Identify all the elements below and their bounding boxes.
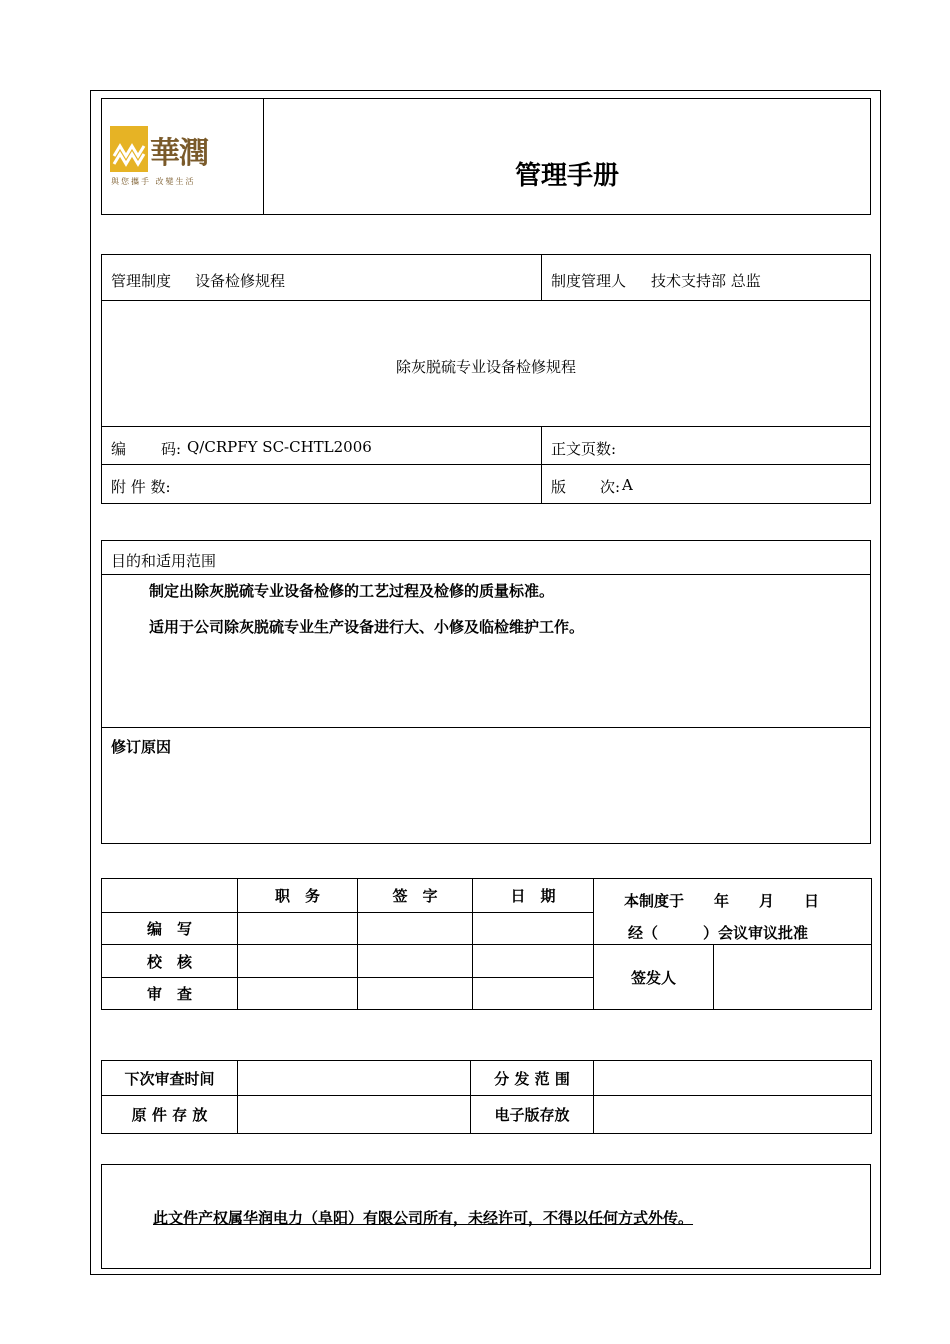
- cell-review-sign: [358, 978, 473, 1010]
- company-logo: [110, 126, 230, 188]
- scope-label: 分 发 范 围: [471, 1061, 594, 1096]
- code-label-a: 编: [111, 440, 127, 458]
- version-label-a: 版: [551, 478, 567, 496]
- owner-value: 技术支持部 总监: [651, 272, 761, 290]
- original-storage-value: [238, 1096, 471, 1134]
- pages-label: 正文页数:: [551, 440, 617, 458]
- issuer-label: 签发人: [594, 945, 714, 1010]
- row-review-label: 审 查: [102, 978, 238, 1010]
- copyright-notice: 此文件产权属华润电力（阜阳）有限公司所有，未经许可，不得以任何方式外传。: [153, 1209, 694, 1227]
- version-label-b: 次:: [600, 478, 621, 496]
- issuer-value: [714, 945, 872, 1010]
- cell-check-duty: [238, 945, 358, 978]
- electronic-storage-value: [594, 1096, 872, 1134]
- cell-check-sign: [358, 945, 473, 978]
- original-storage-label: 原 件 存 放: [102, 1096, 238, 1134]
- policy-value: 设备检修规程: [195, 272, 286, 290]
- electronic-storage-label: 电子版存放: [471, 1096, 594, 1134]
- col-date: 日 期: [473, 879, 594, 913]
- code-label-b: 码:: [161, 440, 182, 458]
- next-review-label: 下次审查时间: [102, 1061, 238, 1096]
- cell-check-date: [473, 945, 594, 978]
- version-value: A: [622, 476, 633, 494]
- policy-label: 管理制度: [111, 272, 172, 290]
- page-title: 管理手册: [514, 161, 619, 191]
- row-write-label: 编 写: [102, 913, 238, 945]
- distribution-table: [101, 1060, 872, 1134]
- approval-statement-cell: [594, 879, 872, 945]
- approval-table: [101, 878, 872, 1010]
- cell-review-duty: [238, 978, 358, 1010]
- purpose-line-1: 制定出除灰脱硫专业设备检修的工艺过程及检修的质量标准。: [149, 582, 555, 600]
- cell-write-date: [473, 913, 594, 945]
- owner-label: 制度管理人: [551, 272, 627, 290]
- cell-write-duty: [238, 913, 358, 945]
- approval-corner-cell: [102, 879, 238, 913]
- purpose-line-2: 适用于公司除灰脱硫专业生产设备进行大、小修及临检维护工作。: [149, 618, 585, 636]
- purpose-heading: 目的和适用范围: [111, 552, 217, 570]
- cell-write-sign: [358, 913, 473, 945]
- attachments-label: 附 件 数:: [111, 478, 171, 496]
- scope-value: [594, 1061, 872, 1096]
- document-title: 除灰脱硫专业设备检修规程: [395, 358, 576, 376]
- logo-text: 華潤: [150, 136, 208, 171]
- info-box: [101, 254, 871, 504]
- revision-heading: 修订原因: [111, 738, 172, 756]
- row-check-label: 校 核: [102, 945, 238, 978]
- cell-review-date: [473, 978, 594, 1010]
- code-value: Q/CRPFY SC-CHTL2006: [187, 438, 372, 456]
- approval-line-1: 本制度于 年 月 日: [624, 891, 820, 910]
- col-sign: 签 字: [358, 879, 473, 913]
- col-duty: 职 务: [238, 879, 358, 913]
- approval-line-2: 经（ ）会议审议批准: [628, 923, 809, 942]
- logo-slogan: 與您攜手 改變生活: [111, 177, 196, 186]
- next-review-value: [238, 1061, 471, 1096]
